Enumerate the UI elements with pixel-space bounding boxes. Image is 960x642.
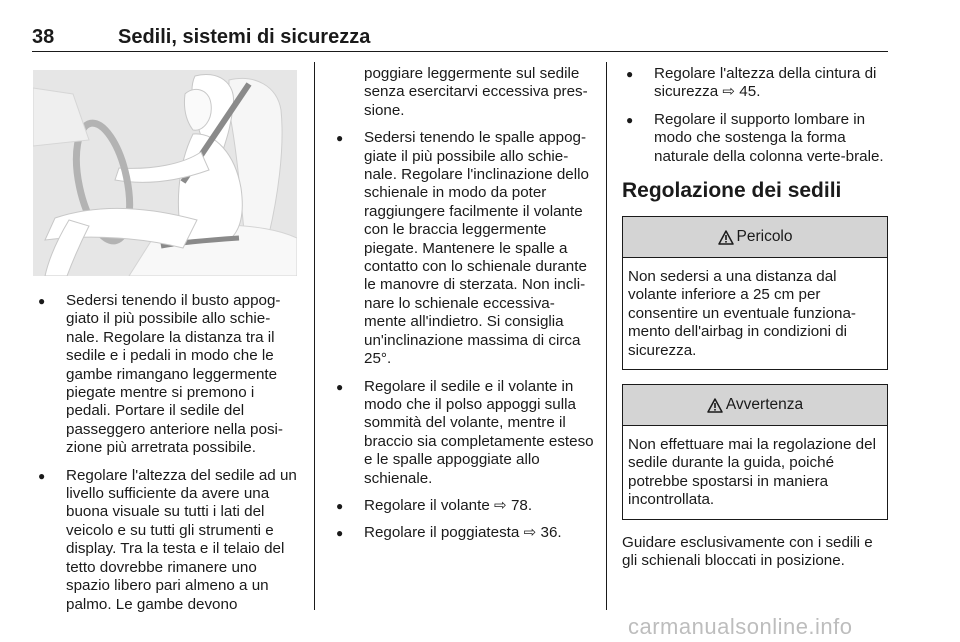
seating-instructions-list-2	[332, 129, 594, 543]
page-title: Sedili, sistemi di sicurezza	[118, 26, 371, 48]
list-item: ● Sedersi tenendo le spalle appog-giate il più possibile allo schie-nale. Regolare l'inclinazione dello schienale in modo da poter raggiungere facilmente il volante con le braccia leggermente piegate. Mantenere le spalle a contatto con lo schienale durante le manovre di sterzata. Non incli-nare lo schienale eccessiva-mente all'indietro. Si consiglia un'inclinazione massima di circa 25°.	[332, 129, 594, 368]
list-item: ● Regolare il poggiatesta ⇨ 36.	[332, 524, 594, 542]
column-divider-right	[606, 62, 607, 610]
column-right	[622, 65, 890, 571]
warning-body: Non effettuare mai la regolazione del sedile durante la guida, poiché potrebbe spostarsi in maniera incontrollata.	[628, 436, 876, 509]
page-header	[32, 22, 888, 52]
list-item: ● Regolare il volante ⇨ 78.	[332, 497, 594, 515]
danger-body: Non sedersi a una distanza dal volante inferiore a 25 cm per consentire un eventuale funziona-mento dell'airbag in condizioni di sicurezza.	[628, 268, 856, 359]
danger-title: Pericolo	[736, 227, 793, 245]
danger-header	[623, 217, 887, 258]
watermark: carmanualsonline.info	[628, 614, 853, 639]
list-item: ● Regolare il supporto lombare in modo che sostenga la forma naturale della colonna verte-brale.	[622, 111, 890, 166]
page-number: 38	[32, 26, 55, 48]
warning-triangle-icon	[718, 230, 734, 245]
belt-lumbar-list	[622, 65, 890, 166]
column-middle	[332, 65, 594, 552]
list-item: ● Regolare il sedile e il volante in modo che il polso appoggi sulla sommità del volante, mentre il braccio sia completamente esteso e le spalle appoggiate allo schienale.	[332, 378, 594, 488]
list-item: ● Regolare l'altezza della cintura di sicurezza ⇨ 45.	[622, 65, 890, 102]
warning-notice	[622, 384, 888, 520]
column-left	[34, 292, 300, 623]
warning-triangle-icon	[707, 398, 723, 413]
list-item: ● Sedersi tenendo il busto appog-giato il più possibile allo schie-nale. Regolare la distanza tra il sedile e i pedali in modo che le gambe rimangano leggermente piegate mentre si premono i pedali. Portare il sedile del passeggero anteriore nella posi-zione più arretrata possibile.	[34, 292, 300, 458]
section-heading: Regolazione dei sedili	[622, 179, 842, 203]
header-rule	[32, 51, 888, 52]
list-item: ● Regolare l'altezza del sedile ad un livello sufficiente da avere una buona visuale su tutti i lati del veicolo e su tutti gli strumenti e display. Tra la testa e il telaio del tetto dovrebbe rimanere uno spazio libero pari almeno a un palmo. Le gambe devono	[34, 467, 300, 614]
continued-paragraph: poggiare leggermente sul sedile senza esercitarvi eccessiva pres-sione.	[364, 65, 588, 119]
seating-instructions-list	[34, 292, 300, 614]
closing-paragraph: Guidare esclusivamente con i sedili e gli schienali bloccati in posizione.	[622, 533, 873, 570]
danger-notice	[622, 216, 888, 370]
column-divider-left	[314, 62, 315, 610]
warning-title: Avvertenza	[725, 395, 804, 413]
driver-seating-illustration	[33, 70, 297, 276]
seated-driver-drawing	[33, 70, 297, 276]
warning-header	[623, 385, 887, 426]
